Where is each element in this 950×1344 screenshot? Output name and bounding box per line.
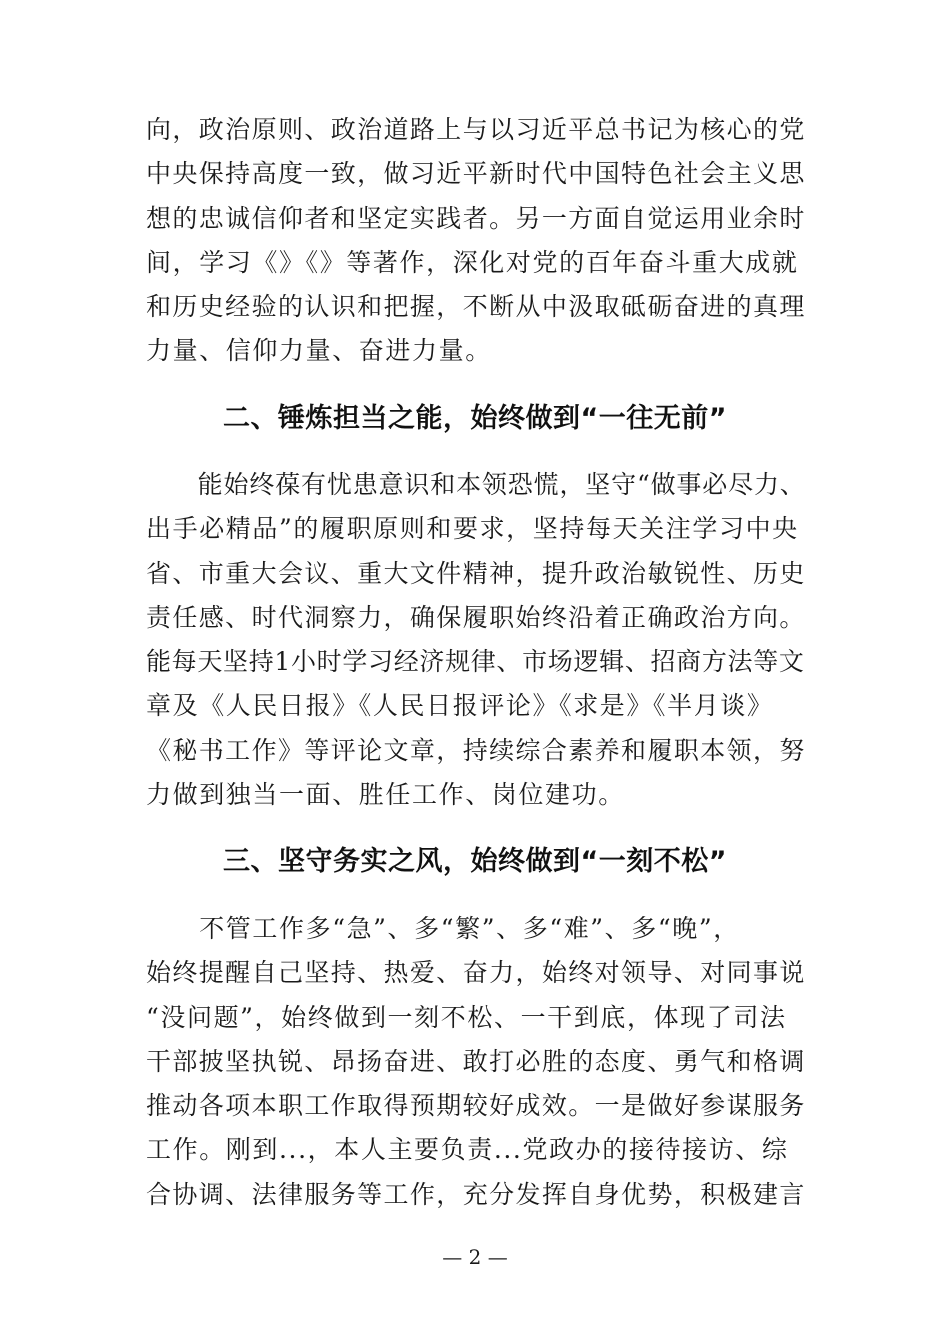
section-heading-3: 三、坚守务实之风，始终做到“一刻不松” [223,846,727,877]
text-line: 《秘书工作》等评论文章，持续综合素养和履职本领，努 [146,735,806,765]
text-line: 力做到独当一面、胜任工作、岗位建功。 [146,780,625,810]
page-number: — 2 — [442,1245,508,1269]
text-line: 工作。刚到...，本人主要负责...党政办的接待接访、综 [146,1135,789,1165]
text-line: 合协调、法律服务等工作，充分发挥自身优势，积极建言 [146,1179,806,1209]
text-line: 想的忠诚信仰者和坚定实践者。另一方面自觉运用业余时 [146,203,806,233]
text-line: 出手必精品”的履职原则和要求，坚持每天关注学习中央 [146,514,799,544]
paragraph-section-2 [146,463,806,817]
paragraph-continuation [146,108,806,374]
text-line: 省、市重大会议、重大文件精神，提升政治敏锐性、历史 [146,558,806,588]
text-line: 章及《人民日报》《人民日报评论》《求是》《半月谈》 [146,691,774,721]
text-line: 间，学习《》《》等著作，深化对党的百年奋斗重大成就 [146,247,799,277]
text-line: 向，政治原则、政治道路上与以习近平总书记为核心的党 [146,115,806,144]
text-line: “没问题”，始终做到一刻不松、一干到底，体现了司法 [146,1002,787,1032]
text-line: 推动各项本职工作取得预期较好成效。一是做好参谋服务 [146,1091,806,1121]
text-line: 不管工作多“急”、多“繁”、多“难”、多“晚”， [146,914,740,943]
text-line: 能每天坚持1小时学习经济规律、市场逻辑、招商方法等文 [146,647,805,677]
text-line: 能始终葆有忧患意识和本领恐慌，坚守“做事必尽力、 [146,470,806,499]
text-line: 力量、信仰力量、奋进力量。 [146,336,492,366]
text-line: 始终提醒自己坚持、热爱、奋力，始终对领导、对同事说 [146,958,806,988]
text-line: 责任感、时代洞察力，确保履职始终沿着正确政治方向。 [146,602,806,632]
section-heading-2: 二、锤炼担当之能，始终做到“一往无前” [223,403,727,434]
text-line: 中央保持高度一致，做习近平新时代中国特色社会主义思 [146,159,806,189]
paragraph-section-3 [146,907,806,1217]
text-line: 和历史经验的认识和把握，不断从中汲取砥砺奋进的真理 [146,292,806,322]
text-line: 干部披坚执锐、昂扬奋进、敢打必胜的态度、勇气和格调 [146,1046,806,1076]
